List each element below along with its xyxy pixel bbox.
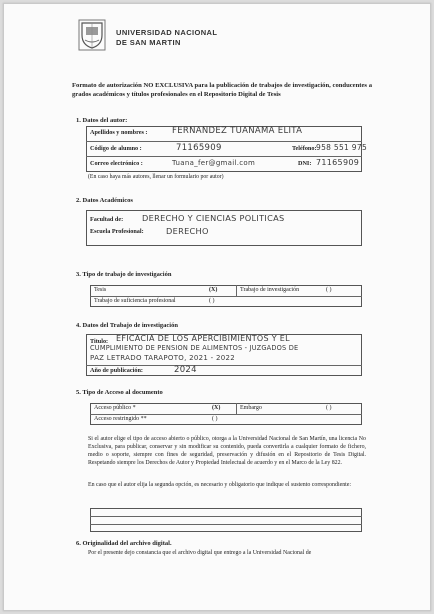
publication-year-value: 2024 [174, 365, 197, 375]
document-page [3, 3, 431, 611]
student-code-value: 71165909 [176, 143, 222, 153]
public-access-label: Acceso público * [94, 405, 136, 411]
restricted-justification-paragraph: En caso que el autor elija la segunda opción, es necesario y obligatorio que indique el sustento correspondiente: [88, 482, 352, 488]
author-name-value: FERNANDEZ TUANAMA ELITA [172, 126, 303, 136]
title-value-line2: CUMPLIMIENTO DE PENSION DE ALIMENTOS - JUZGADOS DE [90, 344, 299, 352]
research-work-label: Trabajo de investigación [240, 287, 300, 293]
section-3-title: 3. Tipo de trabajo de investigación [76, 271, 172, 278]
school-value: DERECHO [166, 226, 209, 236]
email-value: Tuana_fer@gmail.com [172, 159, 256, 167]
faculty-value: DERECHO Y CIENCIAS POLITICAS [142, 213, 285, 223]
student-code-label: Código de alumno : [90, 145, 142, 152]
dni-value: 71165909 [316, 158, 360, 167]
restricted-access-checkbox[interactable]: ( ) [212, 416, 218, 422]
open-access-paragraph: Si el autor elige el tipo de acceso abierto o público, otorga a la Universidad Nacional de San Martín, una licencia No Exclusiva, para publicar, conservar y sin modificar su contenido, pueda convertirla a cualquier formato de fichero, medio o soporte, siempre con fines de seguridad, preservación y difusión en el Repositorio de Tesis Digital. Respetando siempre los Derechos de Autor y Propiedad Intelectual de acuerdo y en el Marco de la Ley 822. [88, 436, 366, 466]
title-value-line1: EFICACIA DE LOS APERCIBIMIENTOS Y EL [116, 334, 290, 343]
embargo-checkbox[interactable]: ( ) [326, 405, 332, 411]
email-label: Correo electrónico : [90, 160, 143, 167]
title-label: Titulo: [90, 338, 109, 345]
university-name-line2: DE SAN MARTIN [116, 38, 181, 47]
professional-sufficiency-checkbox[interactable]: ( ) [209, 298, 215, 304]
section-1-title: 1. Datos del autor: [76, 117, 128, 124]
justification-box[interactable] [90, 508, 362, 532]
section-6-title: 6. Originalidad del archivo digital. [76, 540, 172, 547]
university-seal-icon [76, 18, 108, 52]
dni-label: DNI: [298, 160, 312, 167]
professional-sufficiency-label: Trabajo de suficiencia profesional [94, 298, 176, 304]
document-title: Formato de autorización NO EXCLUSIVA para la publicación de trabajos de investigación, conducentes a grados académicos y títulos profesionales en el Repositorio Digital de Tesis [72, 82, 372, 98]
phone-label: Teléfono: [292, 145, 317, 152]
embargo-label: Embargo [240, 405, 262, 411]
originality-text: Por el presente dejo constancia que el archivo digital que entrego a la Universidad Nacional de [88, 550, 312, 556]
school-label: Escuela Profesional: [90, 228, 144, 235]
section-4-title: 4. Datos del Trabajo de investigación [76, 322, 178, 329]
tesis-checkbox[interactable]: (X) [209, 287, 218, 293]
faculty-label: Facultad de: [90, 216, 124, 223]
public-access-checkbox[interactable]: (X) [212, 405, 221, 411]
publication-year-label: Año de publicación: [90, 367, 143, 374]
author-name-label: Apellidos y nombres : [90, 129, 148, 136]
research-work-checkbox[interactable]: ( ) [326, 287, 332, 293]
restricted-access-label: Acceso restringido ** [94, 416, 147, 422]
phone-value: 958 551 975 [316, 143, 368, 152]
tesis-label: Tesis [94, 287, 107, 293]
author-note: (En caso haya más autores, llenar un formulario por autor) [88, 174, 224, 180]
title-value-line3: PAZ LETRADO TARAPOTO, 2021 - 2022 [90, 354, 236, 362]
section-2-title: 2. Datos Académicos [76, 197, 133, 204]
section-5-title: 5. Tipo de Acceso al documento [76, 389, 163, 396]
university-name-line1: UNIVERSIDAD NACIONAL [116, 28, 218, 37]
